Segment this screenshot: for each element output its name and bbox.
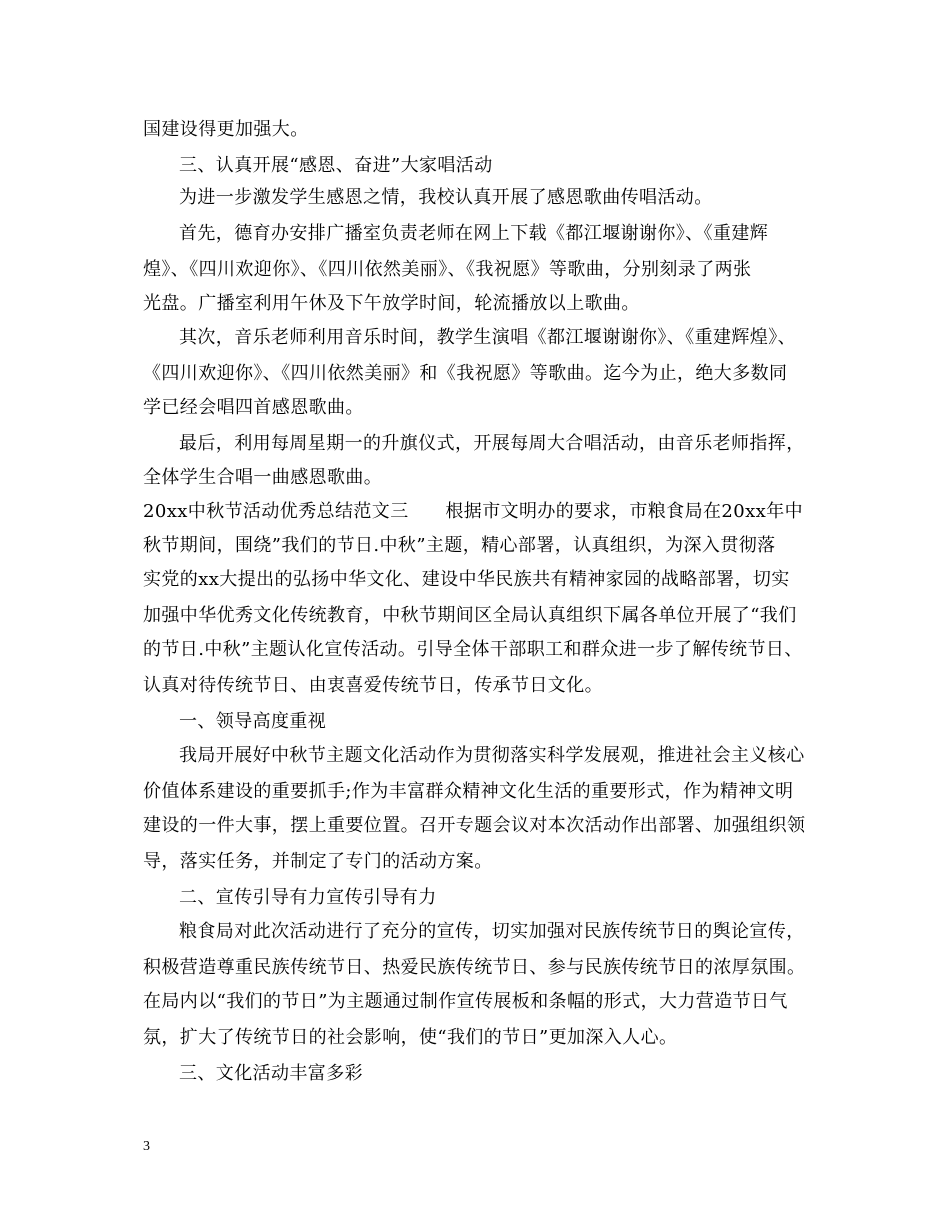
text-line: 的节日.中秋”主题认化宣传活动。引导全体干部职工和群众进一步了解传统节日、 [143, 639, 803, 660]
text-line: 加强中华优秀文化传统教育，中秋节期间区全局认真组织下属各单位开展了“我们 [143, 605, 797, 626]
text-line: 首先，德育办安排广播室负责老师在网上下载《都江堰谢谢你》、《重建辉 [179, 223, 769, 244]
text-line: 其次，音乐老师利用音乐时间，教学生演唱《都江堰谢谢你》、《重建辉煌》、 [179, 327, 796, 348]
text-line: 实党的xx大提出的弘扬中华文化、建设中华民族共有精神家园的战略部署，切实 [143, 569, 790, 590]
page-number: 3 [143, 1139, 150, 1154]
text-line: 建设的一件大事，摆上重要位置。召开专题会议对本次活动作出部署、加强组织领 [143, 815, 806, 836]
text-line: 20xx中秋节活动优秀总结范文三 根据市文明办的要求，市粮食局在20xx年中 [143, 501, 804, 522]
text-line: 导，落实任务，并制定了专门的活动方案。 [143, 851, 493, 872]
text-line: 国建设得更加强大。 [143, 119, 309, 140]
text-line: 煌》、《四川欢迎你》、《四川依然美丽》、《我祝愿》等歌曲，分别刻录了两张 [143, 259, 752, 280]
text-line: 最后，利用每周星期一的升旗仪式，开展每周大合唱活动，由音乐老师指挥， [179, 433, 805, 454]
section-heading: 三、认真开展“感恩、奋进”大家唱活动 [179, 155, 493, 176]
section-heading: 二、宣传引导有力宣传引导有力 [179, 887, 437, 908]
text-line: 在局内以“我们的节日”为主题通过制作宣传展板和条幅的形式，大力营造节日气 [143, 991, 788, 1012]
text-line: 我局开展好中秋节主题文化活动作为贯彻落实科学发展观，推进社会主义核心 [179, 745, 805, 766]
text-line: 价值体系建设的重要抓手;作为丰富群众精神文化生活的重要形式，作为精神文明 [143, 781, 794, 802]
text-line: 为进一步激发学生感恩之情，我校认真开展了感恩歌曲传唱活动。 [179, 187, 713, 208]
text-line: 秋节期间，围绕”我们的节日.中秋”主题，精心部署，认真组织，为深入贯彻落 [143, 535, 776, 556]
text-line: 积极营造尊重民族传统节日、热爱民族传统节日、参与民族传统节日的浓厚氛围。 [143, 957, 806, 978]
text-line: 粮食局对此次活动进行了充分的宣传，切实加强对民族传统节日的舆论宣传， [179, 921, 805, 942]
text-line: 《四川欢迎你》、《四川依然美丽》和《我祝愿》等歌曲。迄今为止，绝大多数同 [143, 363, 788, 384]
text-line: 光盘。广播室利用午休及下午放学时间，轮流播放以上歌曲。 [143, 293, 640, 314]
text-line: 全体学生合唱一曲感恩歌曲。 [143, 467, 383, 488]
section-heading: 一、领导高度重视 [179, 711, 327, 732]
section-heading: 三、文化活动丰富多彩 [179, 1063, 363, 1084]
text-line: 氛，扩大了传统节日的社会影响，使“我们的节日”更加深入人心。 [143, 1027, 678, 1048]
text-line: 认真对待传统节日、由衷喜爱传统节日，传承节日文化。 [143, 675, 603, 696]
text-line: 学已经会唱四首感恩歌曲。 [143, 397, 364, 418]
